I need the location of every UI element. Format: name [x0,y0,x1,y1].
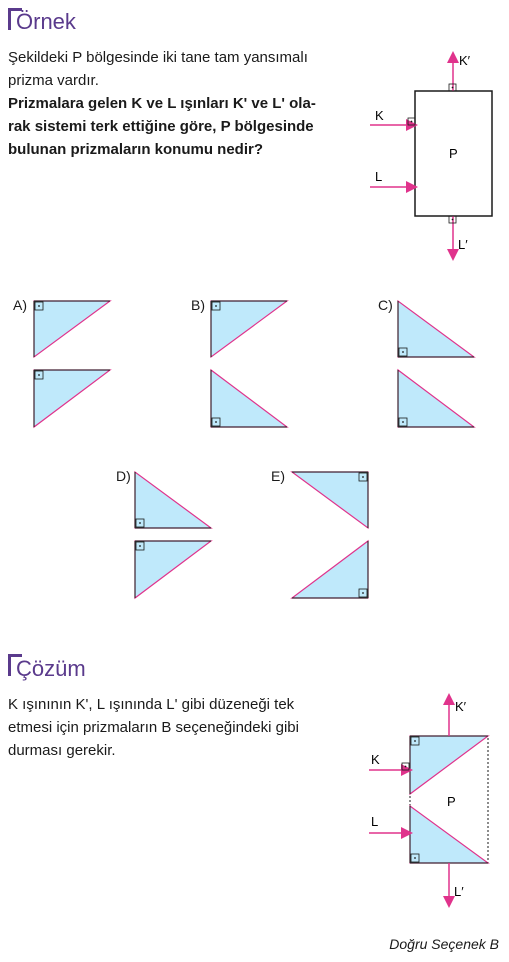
example-intro [8,46,368,161]
solution-line: K ışınının K', L ışınında L' gibi düzeneği tek [8,696,295,713]
option-c-label[interactable]: C) [378,297,393,313]
option-d-figure[interactable] [131,468,216,603]
question-line: Prizmalara gelen K ve L ışınları K' ve L' ola- [8,95,316,112]
example-heading: Örnek [16,9,76,34]
question-line: rak sistemi terk ettiğine göre, P bölgesinde [8,118,314,135]
l-out-label: L′ [458,237,468,252]
lower-prism [410,806,488,863]
example-line: prizma vardır. [8,72,99,89]
solution-figure [365,690,505,912]
option-e-label[interactable]: E) [271,468,285,484]
option-e-figure[interactable] [288,468,373,603]
heading-marker [8,654,11,676]
l-out-label: L′ [454,884,464,899]
example-figure [365,48,505,263]
k-in-label: K [375,108,384,123]
l-in-label: L [371,814,379,829]
correct-answer: Doğru Seçenek B [389,936,499,952]
option-a-label[interactable]: A) [13,297,27,313]
solution-text [8,693,368,762]
upper-prism [410,736,488,794]
l-in-label: L [375,169,383,184]
heading-marker [8,8,11,30]
question-line: bulunan prizmaların konumu nedir? [8,141,264,158]
solution-line: etmesi için prizmaların B seçeneğindeki gibi [8,719,299,736]
region-label: P [449,146,458,161]
option-c-figure[interactable] [394,297,479,432]
example-line: Şekildeki P bölgesinde iki tane tam yansımalı [8,49,308,66]
option-d-label[interactable]: D) [116,468,131,484]
solution-heading: Çözüm [16,656,86,681]
region-label: P [447,794,456,809]
k-out-label: K′ [455,699,467,714]
solution-line: durması gerekir. [8,742,116,759]
k-out-label: K′ [459,53,471,68]
option-b-figure[interactable] [207,297,292,432]
k-in-label: K [371,752,380,767]
option-a-figure[interactable] [30,297,115,432]
option-b-label[interactable]: B) [191,297,205,313]
